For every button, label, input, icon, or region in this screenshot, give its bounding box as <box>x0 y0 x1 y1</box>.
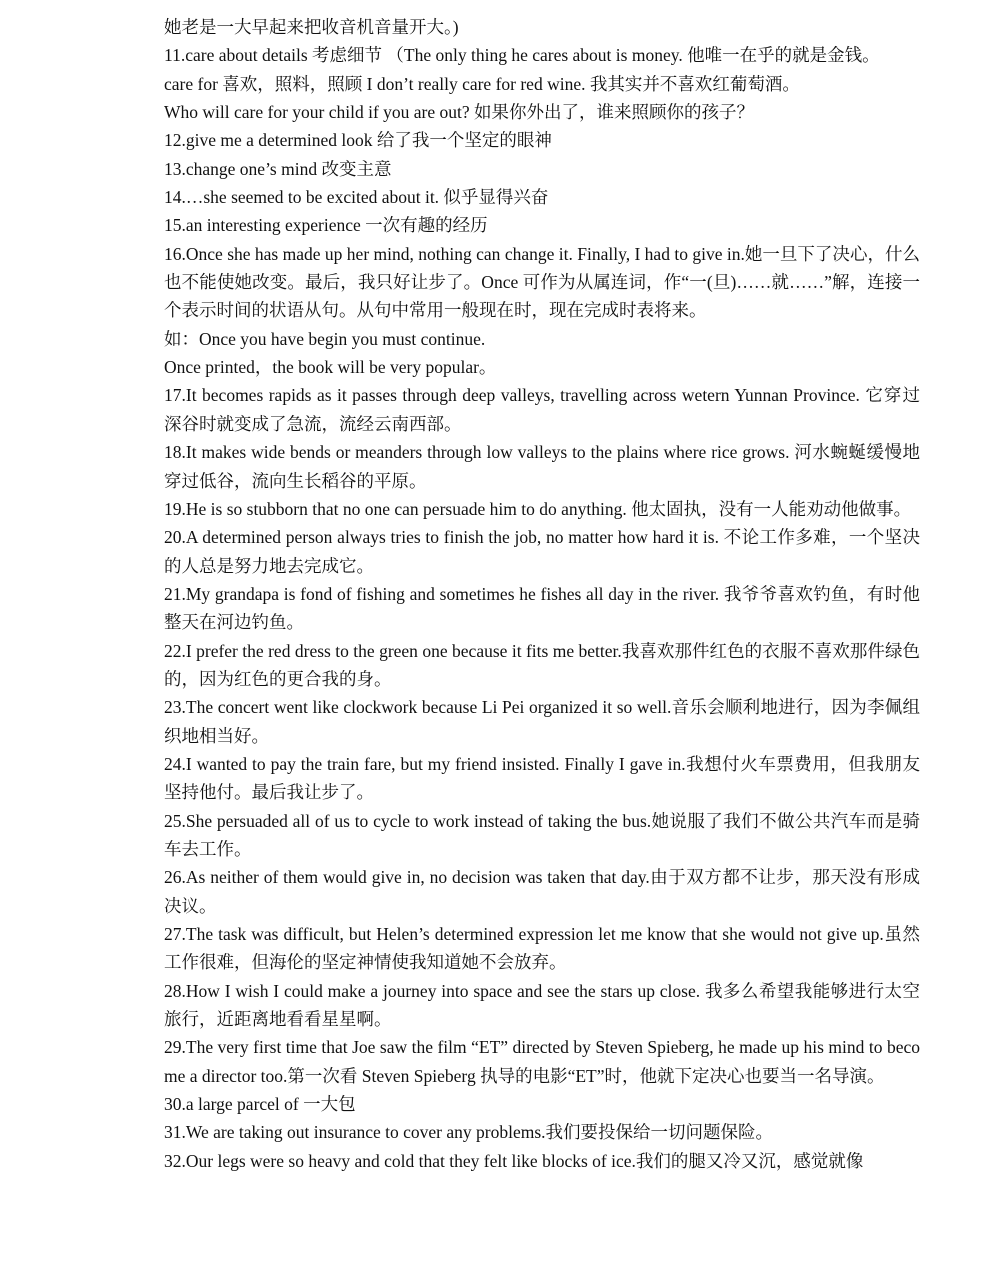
paragraph: 11.care about details 考虑细节 （The only thing he cares about is money. 他唯一在乎的就是金钱。 <box>164 45 880 66</box>
paragraph: 20.A determined person always tries to finish the job, no matter how hard it is. 不论工作多难，一个坚决的人总是努力地去完成它。 <box>164 527 920 576</box>
paragraph: 29.The very first time that Joe saw the film “ET” directed by Steven Spieberg, he made up his mind to become a director too.第一次看 Steven Spieberg 执导的电影“ET”时，他就下定决心也要当一名导演。 <box>164 1037 920 1086</box>
paragraph: 15.an interesting experience 一次有趣的经历 <box>164 215 488 236</box>
paragraph: 24.I wanted to pay the train fare, but my friend insisted. Finally I gave in.我想付火车票费用，但我朋友坚持他付。最后我让步了。 <box>164 753 920 803</box>
paragraph: 她老是一大早起来把收音机音量开大。) <box>164 17 459 37</box>
paragraph: care for 喜欢，照料，照顾 I don’t really care for red wine. 我其实并不喜欢红葡萄酒。 <box>164 73 800 94</box>
paragraph: 14.…she seemed to be excited about it. 似乎显得兴奋 <box>164 187 549 208</box>
paragraph: 18.It makes wide bends or meanders through low valleys to the plains where rice grows. 河水蜿蜒缓慢地穿过低谷，流向生长稻谷的平原。 <box>164 442 920 491</box>
paragraph: 13.change one’s mind 改变主意 <box>164 158 392 179</box>
paragraph: 25.She persuaded all of us to cycle to work instead of taking the bus.她说服了我们不做公共汽车而是骑车去工作。 <box>164 810 920 859</box>
paragraph: 17.It becomes rapids as it passes through deep valleys, travelling across wetern Yunnan Province. 它穿过深谷时就变成了急流，流经云南西部。 <box>164 385 920 434</box>
paragraph: 12.give me a determined look 给了我一个坚定的眼神 <box>164 130 552 151</box>
paragraph: 26.As neither of them would give in, no decision was taken that day.由于双方都不让步，那天没有形成决议。 <box>164 867 920 916</box>
paragraph: Who will care for your child if you are out? 如果你外出了，谁来照顾你的孩子？ <box>164 102 755 123</box>
paragraph: 16.Once she has made up her mind, nothing can change it. Finally, I had to give in.她一旦下了决心，什么也不能使她改变。最后，我只好让步了。Once 可作为从属连词，作“一(旦)……就……”解，连接一个表示时间的状语从句。从句中常用一般现在时，现在完成时表将来。 <box>164 243 920 321</box>
paragraph: 23.The concert went like clockwork because Li Pei organized it so well.音乐会顺利地进行，因为李佩组织地相当好。 <box>164 697 920 746</box>
paragraph: 19.He is so stubborn that no one can persuade him to do anything. 他太固执，没有一人能劝动他做事。 <box>164 498 912 519</box>
paragraph: 28.How I wish I could make a journey into space and see the stars up close. 我多么希望我能够进行太空旅行，近距离地看看星星啊。 <box>164 980 920 1030</box>
paragraph: 30.a large parcel of 一大包 <box>164 1094 356 1115</box>
paragraph: 27.The task was difficult, but Helen’s determined expression let me know that she would not give up.虽然工作很难，但海伦的坚定神情使我知道她不会放弃。 <box>164 924 920 973</box>
paragraph: 如：Once you have begin you must continue. <box>164 328 486 349</box>
paragraph: 21.My grandapa is fond of fishing and sometimes he fishes all day in the river. 我爷爷喜欢钓鱼，有时他整天在河边钓鱼。 <box>164 583 920 633</box>
paragraph: 31.We are taking out insurance to cover any problems.我们要投保给一切问题保险。 <box>164 1122 774 1143</box>
document-page <box>164 13 920 1175</box>
paragraph: 22.I prefer the red dress to the green one because it fits me better.我喜欢那件红色的衣服不喜欢那件绿色的，因为红色的更合我的身。 <box>164 640 920 689</box>
paragraph: 32.Our legs were so heavy and cold that they felt like blocks of ice.我们的腿又冷又沉，感觉就像 <box>164 1150 864 1171</box>
paragraph: Once printed，the book will be very popular。 <box>164 357 497 378</box>
